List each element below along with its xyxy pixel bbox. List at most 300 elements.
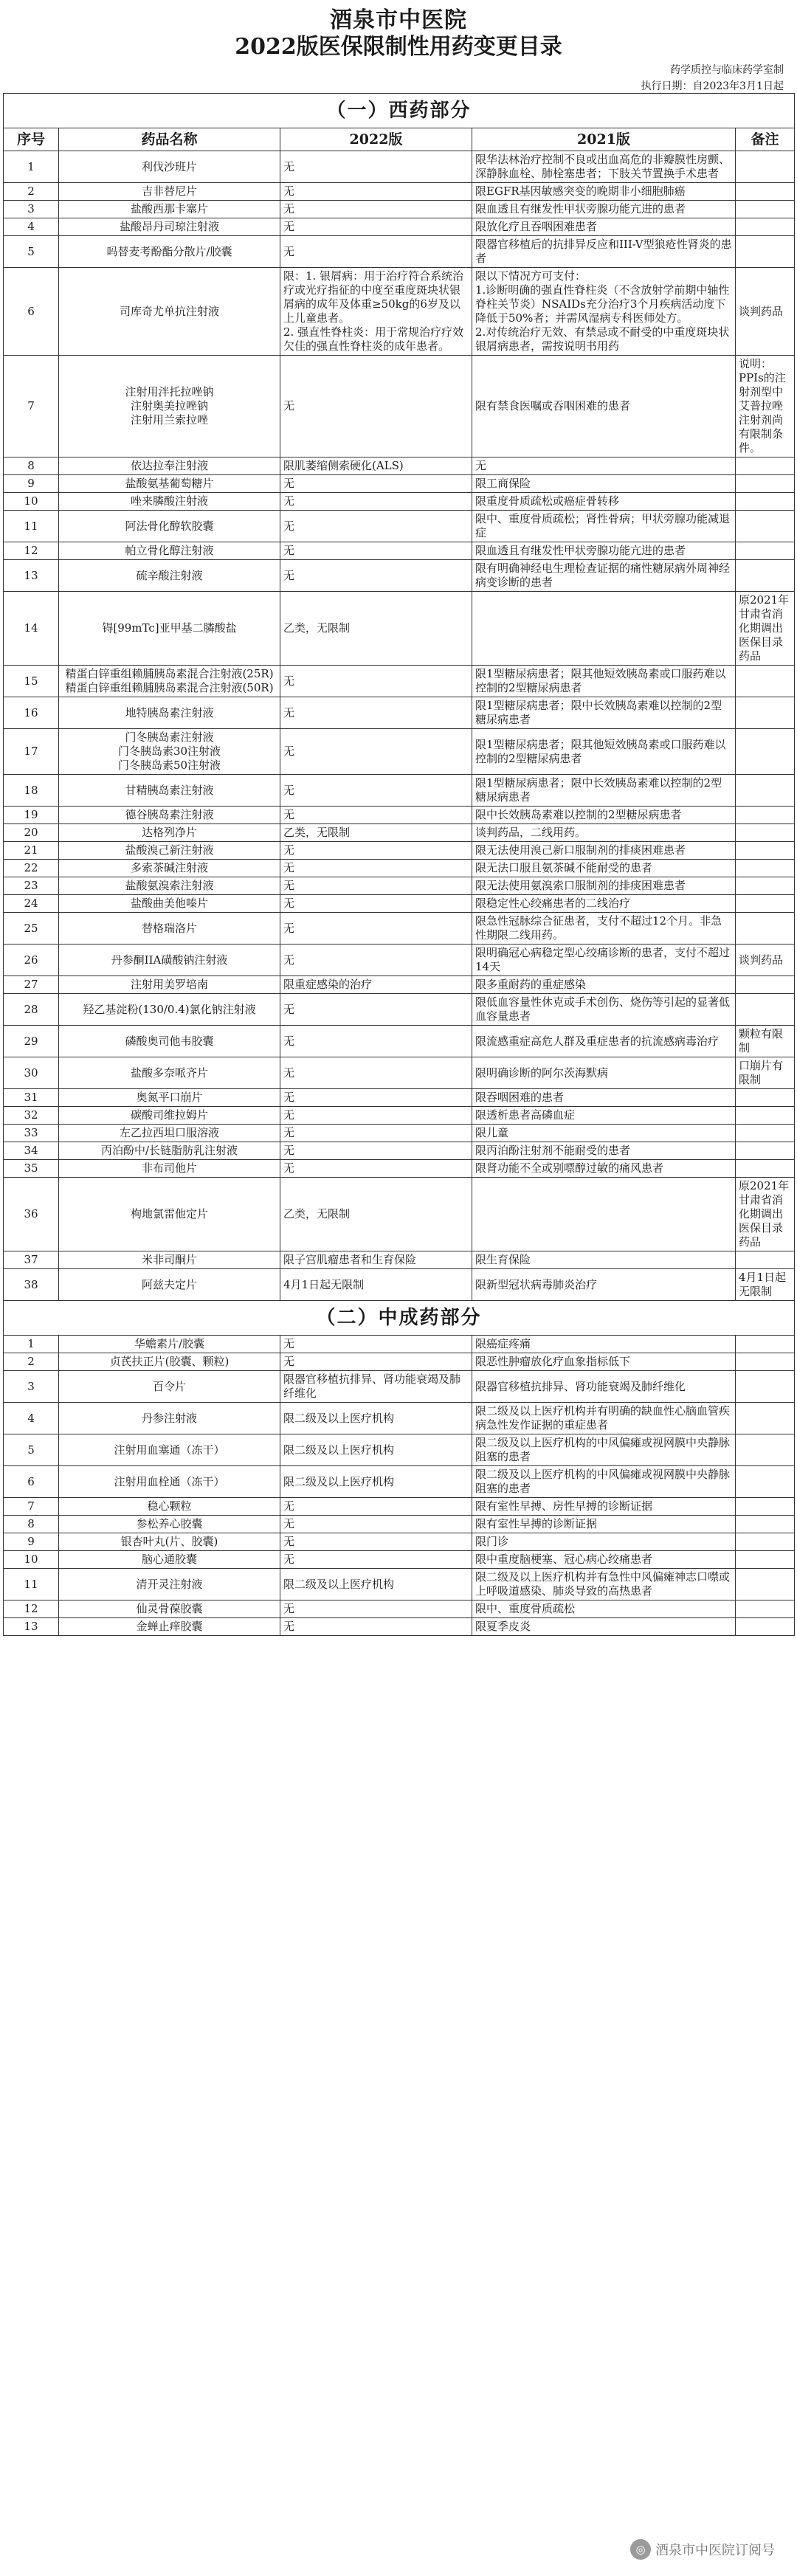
cell-no: 12 — [4, 542, 59, 560]
table-row — [4, 511, 795, 542]
cell-v2021: 限夏季皮炎 — [472, 1618, 736, 1636]
section-title: （二）中成药部分 — [4, 1301, 795, 1336]
table-row — [4, 1516, 795, 1533]
table-row — [4, 1466, 795, 1498]
cell-v2022: 限二级及以上医疗机构 — [280, 1434, 472, 1466]
cell-v2021: 限1型糖尿病患者；限中长效胰岛素难以控制的2型糖尿病患者 — [472, 697, 736, 729]
cell-name: 地特胰岛素注射液 — [59, 697, 280, 729]
cell-v2022: 限子宫肌瘤患者和生育保险 — [280, 1251, 472, 1269]
cell-note: 颗粒有限制 — [736, 1026, 795, 1057]
cell-name: 盐酸西那卡塞片 — [59, 201, 280, 218]
cell-name: 银杏叶丸(片、胶囊) — [59, 1533, 280, 1551]
cell-name: 丹参注射液 — [59, 1403, 280, 1434]
cell-no: 24 — [4, 895, 59, 913]
table-row — [4, 1089, 795, 1107]
cell-no: 11 — [4, 511, 59, 542]
table-row — [4, 1371, 795, 1403]
cell-v2021: 限无法使用氨溴索口服制剂的排痰困难患者 — [472, 877, 736, 895]
watermark — [630, 2539, 775, 2560]
cell-v2021: 限急性冠脉综合征患者，支付不超过12个月。非急性期限二线用药。 — [472, 913, 736, 945]
cell-v2022: 限器官移植抗排异、肾功能衰竭及肺纤维化 — [280, 1371, 472, 1403]
cell-no: 14 — [4, 592, 59, 666]
cell-no: 15 — [4, 666, 59, 697]
cell-no: 37 — [4, 1251, 59, 1269]
header-name: 药品名称 — [59, 128, 280, 151]
cell-name: 参松养心胶囊 — [59, 1516, 280, 1533]
cell-v2022: 无 — [280, 511, 472, 542]
cell-name: 阿兹夫定片 — [59, 1269, 280, 1301]
table-row — [4, 1498, 795, 1516]
cell-v2022: 无 — [280, 1336, 472, 1353]
cell-note — [736, 1142, 795, 1160]
cell-v2021: 限EGFR基因敏感突变的晚期非小细胞肺癌 — [472, 183, 736, 201]
table-row — [4, 1125, 795, 1142]
cell-no: 26 — [4, 945, 59, 976]
cell-v2022: 无 — [280, 1498, 472, 1516]
cell-name: 盐酸多奈哌齐片 — [59, 1057, 280, 1089]
cell-v2022: 无 — [280, 1516, 472, 1533]
cell-name: 盐酸曲美他嗪片 — [59, 895, 280, 913]
cell-no: 13 — [4, 560, 59, 592]
cell-note — [736, 1353, 795, 1371]
table-row — [4, 1336, 795, 1353]
header-2022: 2022版 — [280, 128, 472, 151]
table-row — [4, 560, 795, 592]
cell-v2022: 无 — [280, 775, 472, 807]
cell-note — [736, 666, 795, 697]
cell-note: 原2021年甘肃省消化期调出医保目录药品 — [736, 1178, 795, 1251]
cell-v2021: 限二级及以上医疗机构的中风偏瘫或视网膜中央静脉阻塞的患者 — [472, 1434, 736, 1466]
cell-no: 2 — [4, 183, 59, 201]
cell-v2022: 无 — [280, 560, 472, 592]
cell-name: 注射用美罗培南 — [59, 976, 280, 994]
table-row — [4, 1353, 795, 1371]
cell-note — [736, 236, 795, 268]
cell-v2021: 限低血容量性休克或手术创伤、烧伤等引起的显著低血容量患者 — [472, 994, 736, 1026]
cell-v2021: 限有禁食医嘱或吞咽困难的患者 — [472, 356, 736, 457]
cell-name: 非布司他片 — [59, 1160, 280, 1178]
table-row — [4, 1251, 795, 1269]
cell-no: 4 — [4, 218, 59, 236]
cell-name: 甘精胰岛素注射液 — [59, 775, 280, 807]
cell-no: 28 — [4, 994, 59, 1026]
cell-v2021: 限放化疗且吞咽困难患者 — [472, 218, 736, 236]
cell-v2022: 乙类，无限制 — [280, 1178, 472, 1251]
cell-name: 左乙拉西坦口服溶液 — [59, 1125, 280, 1142]
cell-v2021: 限1型糖尿病患者；限其他短效胰岛素或口服药难以控制的2型糖尿病患者 — [472, 666, 736, 697]
cell-no: 8 — [4, 457, 59, 475]
cell-note — [736, 1498, 795, 1516]
cell-note — [736, 1569, 795, 1600]
table-row — [4, 542, 795, 560]
cell-name: 清开灵注射液 — [59, 1569, 280, 1600]
cell-no: 7 — [4, 356, 59, 457]
header-no: 序号 — [4, 128, 59, 151]
cell-no: 1 — [4, 151, 59, 183]
cell-no: 3 — [4, 1371, 59, 1403]
cell-name: 唑来膦酸注射液 — [59, 493, 280, 511]
cell-no: 31 — [4, 1089, 59, 1107]
document-subtitle: 2022版医保限制性用药变更目录 — [235, 34, 562, 60]
cell-v2022: 无 — [280, 666, 472, 697]
cell-no: 18 — [4, 775, 59, 807]
cell-name: 注射用血栓通（冻干） — [59, 1466, 280, 1498]
cell-no: 9 — [4, 1533, 59, 1551]
cell-no: 30 — [4, 1057, 59, 1089]
cell-v2021: 限中、重度骨质疏松 — [472, 1600, 736, 1618]
cell-no: 22 — [4, 860, 59, 877]
cell-note — [736, 1371, 795, 1403]
cell-v2021 — [472, 592, 736, 666]
cell-no: 23 — [4, 877, 59, 895]
cell-v2021: 限明确诊断的阿尔茨海默病 — [472, 1057, 736, 1089]
cell-name: 多索茶碱注射液 — [59, 860, 280, 877]
cell-v2021: 限丙泊酚注射剂不能耐受的患者 — [472, 1142, 736, 1160]
table-row — [4, 1618, 795, 1636]
cell-v2022: 限二级及以上医疗机构 — [280, 1466, 472, 1498]
cell-name: 稳心颗粒 — [59, 1498, 280, 1516]
cell-name: 盐酸氨基葡萄糖片 — [59, 475, 280, 493]
cell-note — [736, 1466, 795, 1498]
cell-name: 门冬胰岛素注射液 门冬胰岛素30注射液 门冬胰岛素50注射液 — [59, 729, 280, 775]
cell-v2022: 无 — [280, 1125, 472, 1142]
cell-name: 仙灵骨葆胶囊 — [59, 1600, 280, 1618]
cell-v2021: 限重度骨质疏松或癌症骨转移 — [472, 493, 736, 511]
cell-note — [736, 560, 795, 592]
cell-name: 奥氮平口崩片 — [59, 1089, 280, 1107]
cell-v2022: 无 — [280, 1160, 472, 1178]
cell-v2022: 无 — [280, 1057, 472, 1089]
cell-v2021: 谈判药品，二线用药。 — [472, 824, 736, 842]
cell-note — [736, 475, 795, 493]
cell-note — [736, 218, 795, 236]
cell-name: 吗替麦考酚酯分散片/胶囊 — [59, 236, 280, 268]
cell-v2022: 乙类，无限制 — [280, 592, 472, 666]
cell-v2022: 乙类，无限制 — [280, 824, 472, 842]
exec-date: 执行日期：自2023年3月1日起 — [641, 80, 784, 92]
cell-no: 34 — [4, 1142, 59, 1160]
cell-v2022: 无 — [280, 542, 472, 560]
cell-note: 口崩片有限制 — [736, 1057, 795, 1089]
cell-note — [736, 807, 795, 824]
cell-note — [736, 877, 795, 895]
cell-v2022: 无 — [280, 842, 472, 860]
section-header-tcm — [4, 1301, 795, 1336]
cell-v2021: 限有明确神经电生理检查证据的痛性糖尿病外周神经病变诊断的患者 — [472, 560, 736, 592]
cell-no: 29 — [4, 1026, 59, 1057]
cell-name: 枸地氯雷他定片 — [59, 1178, 280, 1251]
cell-note — [736, 201, 795, 218]
cell-note — [736, 976, 795, 994]
cell-no: 12 — [4, 1600, 59, 1618]
cell-name: 德谷胰岛素注射液 — [59, 807, 280, 824]
cell-v2021: 限中、重度骨质疏松；肾性骨病；甲状旁腺功能减退症 — [472, 511, 736, 542]
cell-v2021: 限1型糖尿病患者；限中长效胰岛素难以控制的2型糖尿病患者 — [472, 775, 736, 807]
cell-note — [736, 1107, 795, 1125]
cell-v2021: 限器官移植后的抗排异反应和III-V型狼疮性肾炎的患者 — [472, 236, 736, 268]
document-page — [3, 7, 794, 1636]
cell-v2021: 限血透且有继发性甲状旁腺功能亢进的患者 — [472, 201, 736, 218]
cell-no: 10 — [4, 1551, 59, 1569]
table-row — [4, 183, 795, 201]
cell-v2021: 限生育保险 — [472, 1251, 736, 1269]
cell-v2021: 限有室性早搏的诊断证据 — [472, 1516, 736, 1533]
cell-v2022: 无 — [280, 1026, 472, 1057]
cell-note — [736, 151, 795, 183]
cell-v2022: 无 — [280, 151, 472, 183]
cell-name: 硫辛酸注射液 — [59, 560, 280, 592]
cell-no: 38 — [4, 1269, 59, 1301]
table-row — [4, 860, 795, 877]
table-row — [4, 1269, 795, 1301]
cell-v2021: 限无法口服且氨茶碱不能耐受的患者 — [472, 860, 736, 877]
cell-v2022: 无 — [280, 236, 472, 268]
cell-note — [736, 1251, 795, 1269]
cell-name: 利伐沙班片 — [59, 151, 280, 183]
cell-v2022: 无 — [280, 697, 472, 729]
cell-name: 盐酸氨溴索注射液 — [59, 877, 280, 895]
cell-note — [736, 895, 795, 913]
cell-v2021: 限透析患者高磷血症 — [472, 1107, 736, 1125]
cell-v2021: 限明确冠心病稳定型心绞痛诊断的患者，支付不超过14天 — [472, 945, 736, 976]
cell-note — [736, 1434, 795, 1466]
cell-v2021: 限华法林治疗控制不良或出血高危的非瓣膜性房颤、深静脉血栓、肺栓塞患者；下肢关节置换手术患者 — [472, 151, 736, 183]
cell-no: 20 — [4, 824, 59, 842]
cell-no: 35 — [4, 1160, 59, 1178]
cell-note — [736, 1336, 795, 1353]
table-row — [4, 807, 795, 824]
cell-v2022: 无 — [280, 493, 472, 511]
cell-v2022: 无 — [280, 945, 472, 976]
cell-note — [736, 994, 795, 1026]
cell-v2022: 无 — [280, 1618, 472, 1636]
cell-note — [736, 542, 795, 560]
cell-name: 替格瑞洛片 — [59, 913, 280, 945]
cell-name: 盐酸昂丹司琼注射液 — [59, 218, 280, 236]
cell-name: 锝[99mTc]亚甲基二膦酸盐 — [59, 592, 280, 666]
cell-v2021: 限新型冠状病毒肺炎治疗 — [472, 1269, 736, 1301]
cell-no: 1 — [4, 1336, 59, 1353]
cell-note: 谈判药品 — [736, 945, 795, 976]
cell-v2022: 无 — [280, 895, 472, 913]
cell-note: 4月1日起无限制 — [736, 1269, 795, 1301]
cell-v2021: 限门诊 — [472, 1533, 736, 1551]
cell-note — [736, 1160, 795, 1178]
cell-name: 羟乙基淀粉(130/0.4)氯化钠注射液 — [59, 994, 280, 1026]
cell-v2022: 无 — [280, 1600, 472, 1618]
cell-note — [736, 1516, 795, 1533]
cell-name: 百令片 — [59, 1371, 280, 1403]
cell-name: 脑心通胶囊 — [59, 1551, 280, 1569]
cell-note: 说明：PPIs的注射剂型中艾普拉唑注射剂尚有限制条件。 — [736, 356, 795, 457]
cell-name: 精蛋白锌重组赖脯胰岛素混合注射液(25R) 精蛋白锌重组赖脯胰岛素混合注射液(50R) — [59, 666, 280, 697]
cell-note — [736, 457, 795, 475]
table-row — [4, 151, 795, 183]
cell-v2022: 无 — [280, 913, 472, 945]
table-row — [4, 201, 795, 218]
table-row — [4, 994, 795, 1026]
cell-note — [736, 1125, 795, 1142]
cell-no: 8 — [4, 1516, 59, 1533]
cell-name: 司库奇尤单抗注射液 — [59, 268, 280, 356]
table-row — [4, 895, 795, 913]
table-row — [4, 1434, 795, 1466]
table-row — [4, 218, 795, 236]
table-row — [4, 1107, 795, 1125]
cell-no: 10 — [4, 493, 59, 511]
table-row — [4, 1533, 795, 1551]
cell-no: 16 — [4, 697, 59, 729]
table-row — [4, 1178, 795, 1251]
table-row — [4, 1160, 795, 1178]
cell-name: 注射用泮托拉唑钠 注射奥美拉唑钠 注射用兰索拉唑 — [59, 356, 280, 457]
cell-v2022: 无 — [280, 475, 472, 493]
table-row — [4, 824, 795, 842]
cell-no: 5 — [4, 236, 59, 268]
cell-note: 谈判药品 — [736, 268, 795, 356]
cell-note — [736, 824, 795, 842]
cell-no: 25 — [4, 913, 59, 945]
cell-no: 19 — [4, 807, 59, 824]
cell-no: 36 — [4, 1178, 59, 1251]
cell-v2022: 无 — [280, 1551, 472, 1569]
table-row — [4, 945, 795, 976]
table-row — [4, 475, 795, 493]
table-row — [4, 842, 795, 860]
cell-note — [736, 842, 795, 860]
cell-v2021: 限二级及以上医疗机构并有急性中风偏瘫神志口噤或上呼吸道感染、肺炎导致的高热患者 — [472, 1569, 736, 1600]
cell-v2021: 限肾功能不全或别嘌醇过敏的痛风患者 — [472, 1160, 736, 1178]
cell-v2022: 无 — [280, 1107, 472, 1125]
cell-v2022: 无 — [280, 994, 472, 1026]
cell-v2021: 无 — [472, 457, 736, 475]
cell-v2022: 无 — [280, 183, 472, 201]
watermark-text: 酒泉市中医院订阅号 — [655, 2543, 775, 2558]
cell-no: 4 — [4, 1403, 59, 1434]
cell-note — [736, 729, 795, 775]
header-2021: 2021版 — [472, 128, 736, 151]
cell-v2021: 限无法使用溴己新口服制剂的排痰困难患者 — [472, 842, 736, 860]
document-title: 酒泉市中医院 — [330, 7, 467, 33]
cell-v2021: 限癌症疼痛 — [472, 1336, 736, 1353]
cell-name: 盐酸溴己新注射液 — [59, 842, 280, 860]
table-row — [4, 976, 795, 994]
cell-note — [736, 1533, 795, 1551]
section-header-western — [4, 94, 795, 128]
cell-no: 6 — [4, 268, 59, 356]
cell-note — [736, 1600, 795, 1618]
cell-v2021: 限血透且有继发性甲状旁腺功能亢进的患者 — [472, 542, 736, 560]
cell-name: 注射用血塞通（冻干） — [59, 1434, 280, 1466]
cell-no: 33 — [4, 1125, 59, 1142]
cell-v2021: 限中长效胰岛素难以控制的2型糖尿病患者 — [472, 807, 736, 824]
cell-name: 依达拉奉注射液 — [59, 457, 280, 475]
dept-label: 药学质控与临床药学室制 — [670, 64, 784, 76]
cell-no: 6 — [4, 1466, 59, 1498]
cell-no: 21 — [4, 842, 59, 860]
cell-v2021: 限有室性早搏、房性早搏的诊断证据 — [472, 1498, 736, 1516]
table-row — [4, 268, 795, 356]
cell-v2022: 无 — [280, 729, 472, 775]
cell-note — [736, 511, 795, 542]
table-row — [4, 1569, 795, 1600]
table-row — [4, 1026, 795, 1057]
header-note: 备注 — [736, 128, 795, 151]
cell-v2022: 限二级及以上医疗机构 — [280, 1569, 472, 1600]
cell-v2022: 无 — [280, 201, 472, 218]
cell-note — [736, 697, 795, 729]
cell-v2022: 限二级及以上医疗机构 — [280, 1403, 472, 1434]
table-row — [4, 1551, 795, 1569]
cell-v2021: 限恶性肿瘤放化疗血象指标低下 — [472, 1353, 736, 1371]
cell-no: 9 — [4, 475, 59, 493]
cell-v2021: 限器官移植抗排异、肾功能衰竭及肺纤维化 — [472, 1371, 736, 1403]
table-row — [4, 913, 795, 945]
cell-name: 米非司酮片 — [59, 1251, 280, 1269]
table-row — [4, 1600, 795, 1618]
cell-name: 磷酸奥司他韦胶囊 — [59, 1026, 280, 1057]
table-row — [4, 697, 795, 729]
table-row — [4, 356, 795, 457]
cell-v2021: 限二级及以上医疗机构的中风偏瘫或视网膜中央静脉阻塞的患者 — [472, 1466, 736, 1498]
cell-v2021: 限稳定性心绞痛患者的二线治疗 — [472, 895, 736, 913]
table-header-row — [4, 128, 795, 151]
cell-no: 5 — [4, 1434, 59, 1466]
cell-no: 32 — [4, 1107, 59, 1125]
cell-name: 丹参酮IIA磺酸钠注射液 — [59, 945, 280, 976]
cell-v2021 — [472, 1178, 736, 1251]
cell-note — [736, 775, 795, 807]
cell-no: 11 — [4, 1569, 59, 1600]
cell-name: 吉非替尼片 — [59, 183, 280, 201]
cell-v2022: 4月1日起无限制 — [280, 1269, 472, 1301]
cell-note: 原2021年甘肃省消化期调出医保目录药品 — [736, 592, 795, 666]
cell-v2021: 限二级及以上医疗机构并有明确的缺血性心脑血管疾病急性发作证据的重症患者 — [472, 1403, 736, 1434]
cell-v2021: 限流感重症高危人群及重症患者的抗流感病毒治疗 — [472, 1026, 736, 1057]
cell-v2021: 限儿童 — [472, 1125, 736, 1142]
cell-v2022: 无 — [280, 1353, 472, 1371]
cell-note — [736, 913, 795, 945]
cell-v2021: 限吞咽困难的患者 — [472, 1089, 736, 1107]
cell-note — [736, 1089, 795, 1107]
cell-v2022: 无 — [280, 1142, 472, 1160]
cell-v2022: 限：1. 银屑病：用于治疗符合系统治疗或光疗指征的中度至重度斑块状银屑病的成年及体重≥50kg的6岁及以上儿童患者。 2. 强直性脊柱炎：用于常规治疗疗效欠佳的强直性脊柱炎的成年患者。 — [280, 268, 472, 356]
cell-v2022: 无 — [280, 860, 472, 877]
cell-v2022: 无 — [280, 356, 472, 457]
table-row — [4, 729, 795, 775]
table-row — [4, 775, 795, 807]
cell-v2022: 无 — [280, 877, 472, 895]
cell-name: 丙泊酚中/长链脂肪乳注射液 — [59, 1142, 280, 1160]
cell-v2022: 限重症感染的治疗 — [280, 976, 472, 994]
cell-v2022: 无 — [280, 1089, 472, 1107]
cell-name: 华蟾素片/胶囊 — [59, 1336, 280, 1353]
cell-v2022: 无 — [280, 807, 472, 824]
cell-no: 27 — [4, 976, 59, 994]
cell-note — [736, 1403, 795, 1434]
cell-v2021: 限工商保险 — [472, 475, 736, 493]
cell-no: 17 — [4, 729, 59, 775]
cell-name: 金蝉止痒胶囊 — [59, 1618, 280, 1636]
table-row — [4, 592, 795, 666]
cell-note — [736, 1551, 795, 1569]
cell-no: 3 — [4, 201, 59, 218]
table-row — [4, 1403, 795, 1434]
cell-v2022: 限肌萎缩侧索硬化(ALS) — [280, 457, 472, 475]
cell-note — [736, 183, 795, 201]
cell-v2021: 限中重度脑梗塞、冠心病心绞痛患者 — [472, 1551, 736, 1569]
cell-v2021: 限以下情况方可支付： 1.诊断明确的强直性脊柱炎（不含放射学前期中轴性脊柱关节炎）NSAIDs充分治疗3个月疾病活动度下降低于50%者；并需风湿病专科医师处方。 2.对传统治疗无效、有禁忌或不耐受的中重度斑块状银屑病患者，需按说明书用药 — [472, 268, 736, 356]
